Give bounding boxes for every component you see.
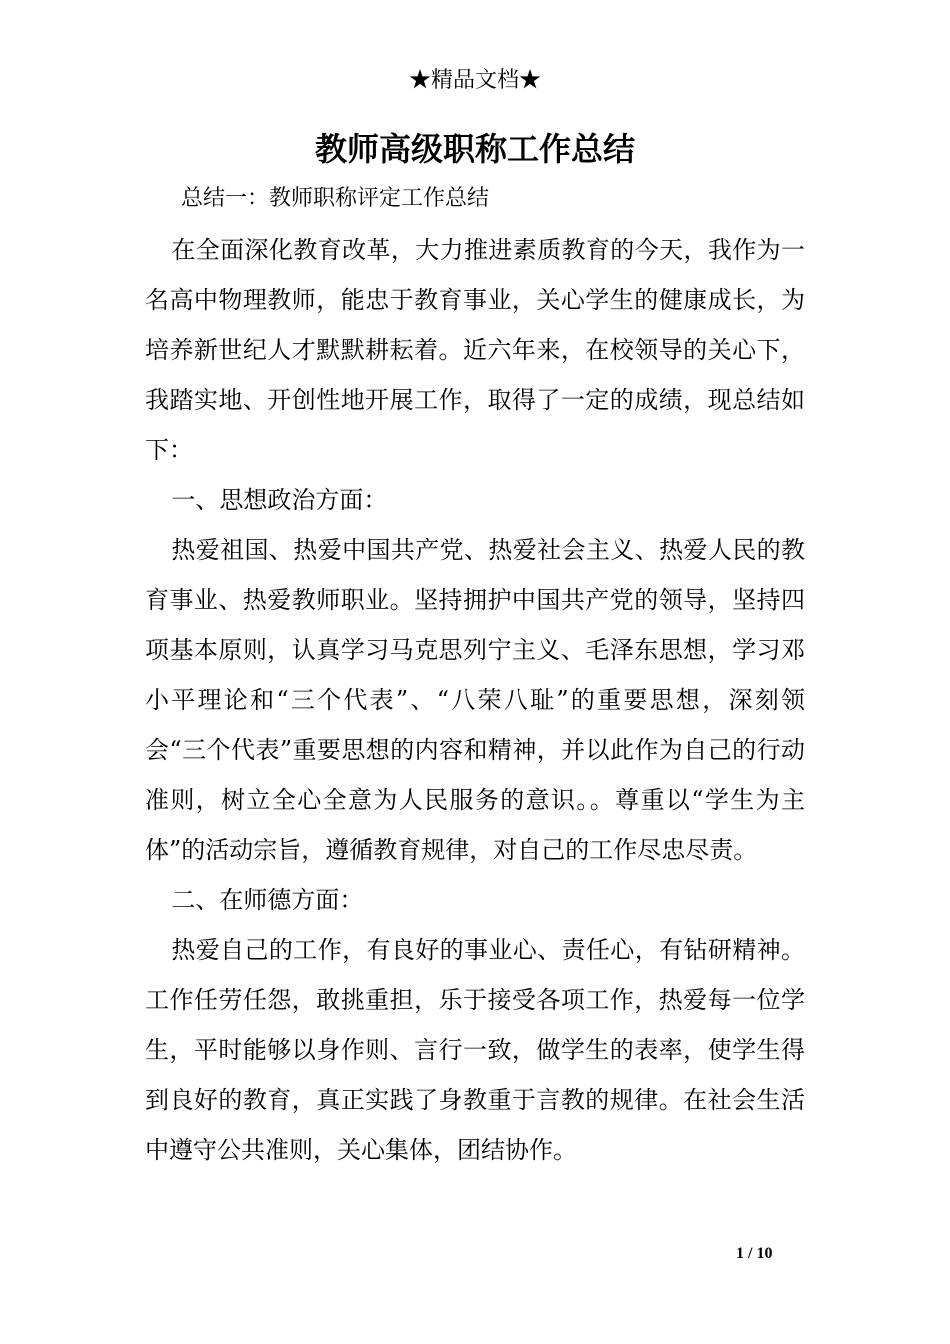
document-title: 教师高级职称工作总结 — [314, 130, 635, 168]
paragraph-intro: 在全面深化教育改革，大力推进素质教育的今天，我作为一名高中物理教师，能忠于教育事业，关心学生的健康成长，为培养新世纪人才默默耕耘着。近六年来，在校领导的关心下，我踏实地、开创性地开展工作，取得了一定的成绩，现总结如下： — [145, 236, 805, 464]
section-heading-politics: 一、思想政治方面： — [171, 486, 388, 514]
document-subtitle: 总结一：教师职称评定工作总结 — [181, 186, 490, 211]
section-heading-ethics: 二、在师德方面： — [171, 886, 364, 914]
paragraph-ethics: 热爱自己的工作，有良好的事业心、责任心，有钻研精神。工作任劳任怨，敢挑重担，乐于接受各项工作，热爱每一位学生，平时能够以身作则、言行一致，做学生的表率，使学生得到良好的教育，真正实践了身教重于言教的规律。在社会生活中遵守公共准则，关心集体，团结协作。 — [145, 936, 805, 1164]
document-body — [145, 225, 805, 1175]
page-number: 1 / 10 — [736, 1245, 773, 1262]
paragraph-politics: 热爱祖国、热爱中国共产党、热爱社会主义、热爱人民的教育事业、热爱教师职业。坚持拥护中国共产党的领导，坚持四项基本原则，认真学习马克思列宁主义、毛泽东思想，学习邓小平理论和“三个代表”、“八荣八耻”的重要思想，深刻领会“三个代表”重要思想的内容和精神，并以此作为自己的行动准则，树立全心全意为人民服务的意识。。尊重以“学生为主体”的活动宗旨，遵循教育规律，对自己的工作尽忠尽责。 — [145, 536, 805, 864]
page-header: ★精品文档★ — [408, 68, 541, 93]
